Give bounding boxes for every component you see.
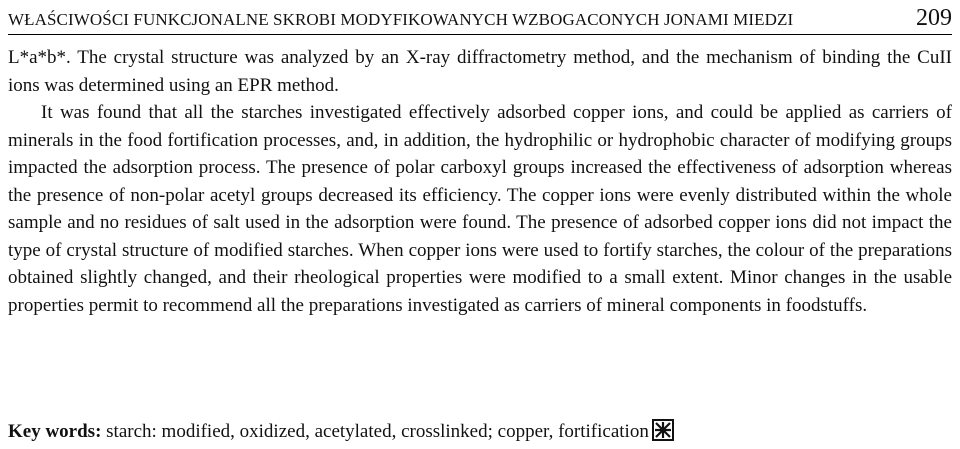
abstract-body — [8, 44, 952, 319]
running-title: WŁAŚCIWOŚCI FUNKCJONALNE SKROBI MODYFIKOWANYCH WZBOGACONYCH JONAMI MIEDZI — [8, 10, 794, 29]
abstract-paragraph-2: It was found that all the starches investigated effectively adsorbed copper ions, and could be applied as carriers of minerals in the food fortification processes, and, in addition, the hydrophilic or hydrophobic character of modifying groups impacted the adsorption process. The presence of polar carboxyl groups increased the effectiveness of adsorption whereas the presence of non-polar acetyl groups decreased its efficiency. The copper ions were evenly distributed within the whole sample and no residues of salt used in the adsorption were found. The presence of adsorbed copper ions did not impact the type of crystal structure of modified starches. When copper ions were used to fortify starches, the colour of the preparations obtained slightly changed, and their rheological properties were modified to a small extent. Minor changes in the usable properties permit to recommend all the preparations investigated as carriers of mineral components in foodstuffs. — [8, 102, 952, 316]
running-header — [8, 0, 952, 35]
journal-logo-icon — [652, 419, 674, 441]
keywords-text: starch: modified, oxidized, acetylated, crosslinked; copper, fortification — [101, 421, 649, 442]
keywords-label: Key words: — [8, 421, 102, 442]
keywords-line — [8, 418, 952, 445]
abstract-paragraph-1: L*a*b*. The crystal structure was analyzed by an X-ray diffractometry method, and the mechanism of binding the CuII ions was determined using an EPR method. — [8, 47, 952, 96]
page-number: 209 — [916, 5, 952, 31]
